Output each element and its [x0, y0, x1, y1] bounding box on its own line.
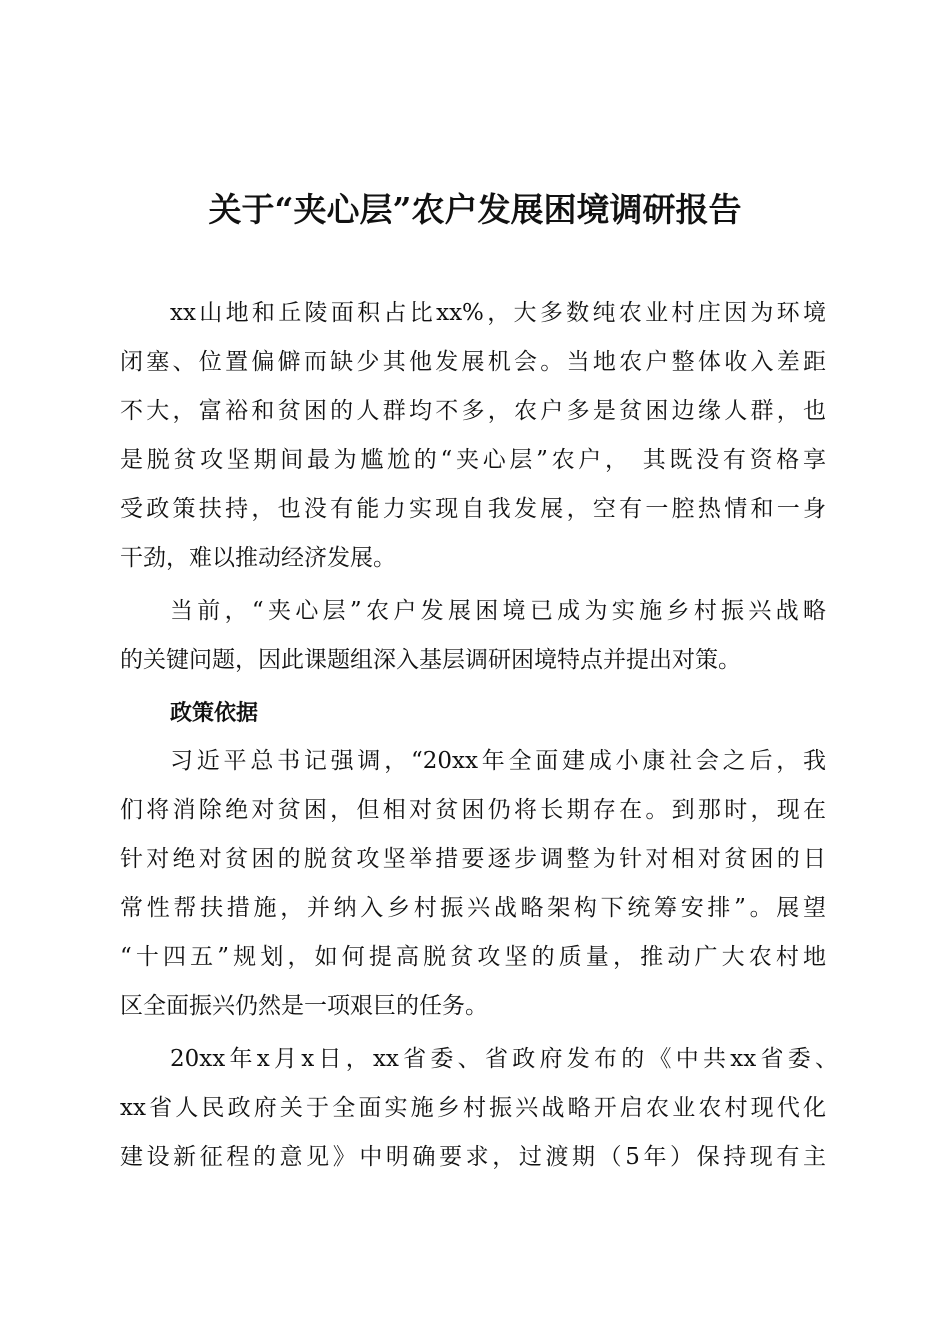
paragraph-line: 是脱贫攻坚期间最为尴尬的“夹心层”农户， 其既没有资格享	[120, 447, 826, 473]
paragraph-line: 针对绝对贫困的脱贫攻坚举措要逐步调整为针对相对贫困的日	[120, 846, 826, 872]
paragraph-line: 闭塞、位置偏僻而缺少其他发展机会。当地农户整体收入差距	[120, 349, 826, 375]
paragraph-line: 干劲，难以推动经济发展。	[120, 545, 396, 571]
paragraph-line: 不大，富裕和贫困的人群均不多，农户多是贫困边缘人群，也	[120, 398, 826, 424]
paragraph-line: 常性帮扶措施，并纳入乡村振兴战略架构下统筹安排”。展望	[120, 895, 826, 921]
paragraph-line: 当前，“夹心层”农户发展困境已成为实施乡村振兴战略	[170, 598, 826, 624]
paragraph-line: 的关键问题，因此课题组深入基层调研困境特点并提出对策。	[120, 647, 741, 673]
paragraph-line: xx省人民政府关于全面实施乡村振兴战略开启农业农村现代化	[120, 1095, 826, 1121]
paragraph-line: 受政策扶持，也没有能力实现自我发展，空有一腔热情和一身	[120, 496, 826, 522]
paragraph-line: 们将消除绝对贫困，但相对贫困仍将长期存在。到那时，现在	[120, 797, 826, 823]
paragraph-line: 区全面振兴仍然是一项艰巨的任务。	[120, 993, 488, 1019]
paragraph-line: 20xx年x月x日，xx省委、省政府发布的《中共xx省委、	[170, 1046, 838, 1072]
document-title: 关于“夹心层”农户发展困境调研报告	[208, 190, 742, 229]
paragraph-line: 建设新征程的意见》中明确要求，过渡期（5年）保持现有主	[120, 1144, 826, 1170]
paragraph-line: xx山地和丘陵面积占比xx%，大多数纯农业村庄因为环境	[170, 300, 826, 326]
paragraph-line: 习近平总书记强调，“20xx年全面建成小康社会之后，我	[170, 748, 826, 774]
paragraph-line: “十四五”规划，如何提高脱贫攻坚的质量，推动广大农村地	[120, 944, 826, 970]
section-heading: 政策依据	[170, 701, 259, 726]
